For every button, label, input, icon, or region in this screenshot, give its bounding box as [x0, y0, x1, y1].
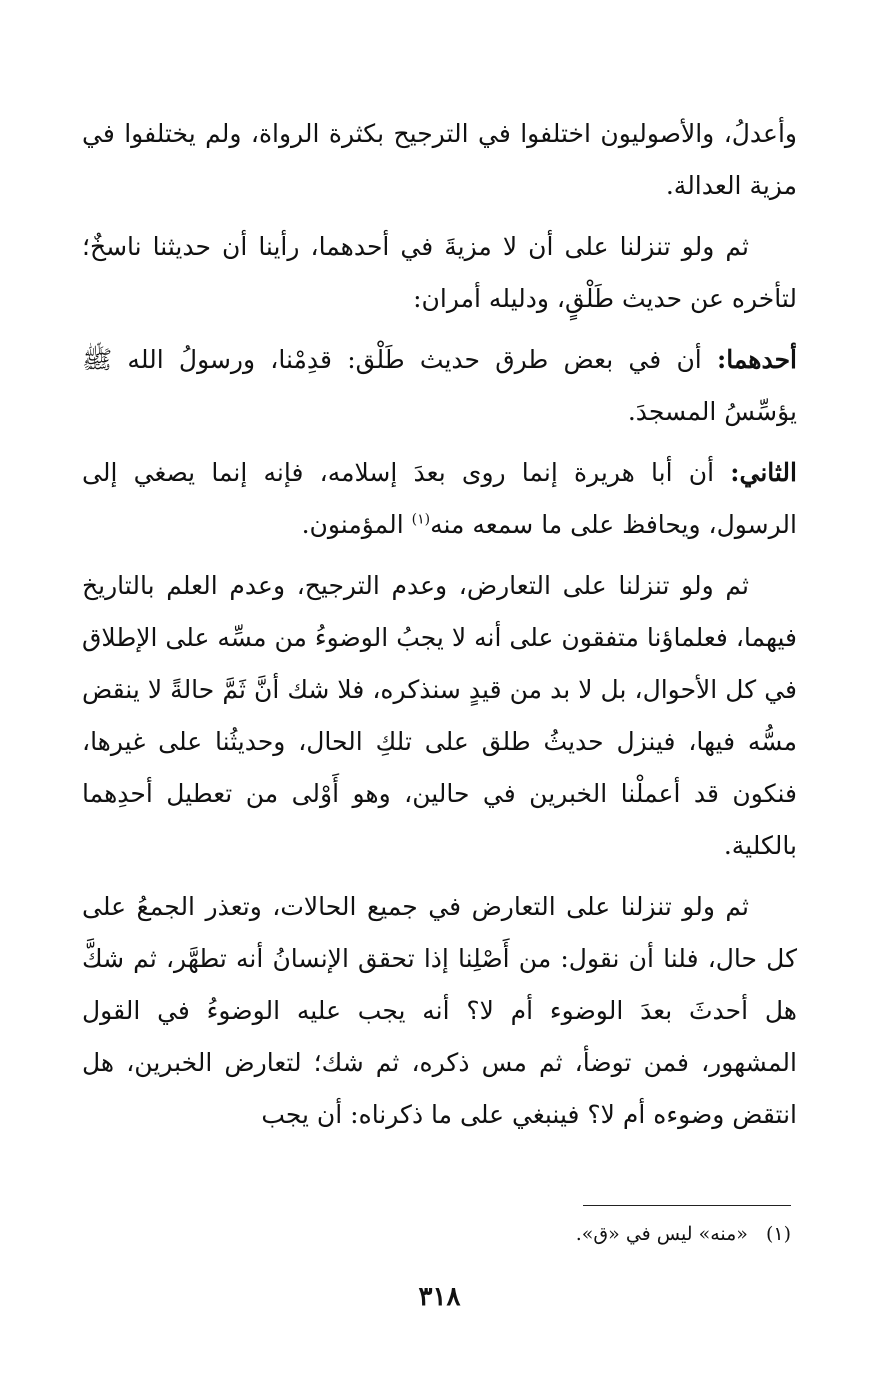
footnote: [141, 1218, 791, 1250]
footnote-separator: [583, 1205, 791, 1206]
paragraph-6: [82, 881, 797, 1141]
paragraph-1-text: وأعدلُ، والأصوليون اختلفوا في الترجيح بكثرة الرواة، ولم يختلفوا في مزية العدالة.: [82, 119, 797, 200]
paragraph-5-text: ثم ولو تنزلنا على التعارض، وعدم الترجيح، وعدم العلم بالتاريخ فيهما، فعلماؤنا متفقون على أنه لا يجبُ الوضوءُ من مسِّه على الإطلاق في كل الأحوال، بل لا بد من قيدٍ سنذكره، فلا شك أنَّ ثَمَّ حالةً لا ينقض مسُّه فيها، فينزل حديثُ طلق على تلكِ الحال، وحديثُنا على غيرها، فنكون قد أعملْنا الخبرين في حالين، وهو أَوْلى من تعطيل أحدِهما بالكلية.: [82, 571, 797, 860]
paragraph-2-text: ثم ولو تنزلنا على أن لا مزيةَ في أحدهما، رأينا أن حديثنا ناسخٌ؛ لتأخره عن حديث طَلْقٍ، ودليله أمران:: [82, 232, 797, 313]
paragraph-6-text: ثم ولو تنزلنا على التعارض في جميع الحالات، وتعذر الجمعُ على كل حال، فلنا أن نقول: من أَصْلِنا إذا تحقق الإنسانُ أنه تطهَّر، ثم شكَّ هل أحدثَ بعدَ الوضوء أم لا؟ أنه يجب عليه الوضوءُ في القول المشهور، فمن توضأ، ثم مس ذكره، ثم شك؛ لتعارض الخبرين، هل انتقض وضوءه أم لا؟ فينبغي على ما ذكرناه: أن يجب: [82, 892, 797, 1129]
paragraph-5: [82, 560, 797, 872]
main-text: [82, 108, 797, 1150]
footnote-text: «منه» ليس في «ق».: [575, 1223, 748, 1245]
paragraph-4-text-after: المؤمنون.: [301, 510, 412, 539]
paragraph-1: [82, 108, 797, 212]
paragraph-3: [82, 334, 797, 438]
footnote-number: (١): [765, 1223, 791, 1245]
paragraph-4-text: أن أبا هريرة إنما روى بعدَ إسلامه، فإنه إنما يصغي إلى الرسول، ويحافظ على ما سمعه منه: [82, 458, 797, 539]
paragraph-4: [82, 447, 797, 551]
footnote-reference: (١): [411, 511, 431, 528]
paragraph-4-lead: الثاني:: [730, 458, 797, 487]
page-number: ٣١٨: [418, 1282, 461, 1312]
paragraph-3-text: أن في بعض طرق حديث طَلْق: قدِمْنا، ورسولُ الله ﷺ يؤسِّسُ المسجدَ.: [82, 345, 797, 426]
paragraph-3-lead: أحدهما:: [716, 345, 797, 374]
paragraph-2: [82, 221, 797, 325]
